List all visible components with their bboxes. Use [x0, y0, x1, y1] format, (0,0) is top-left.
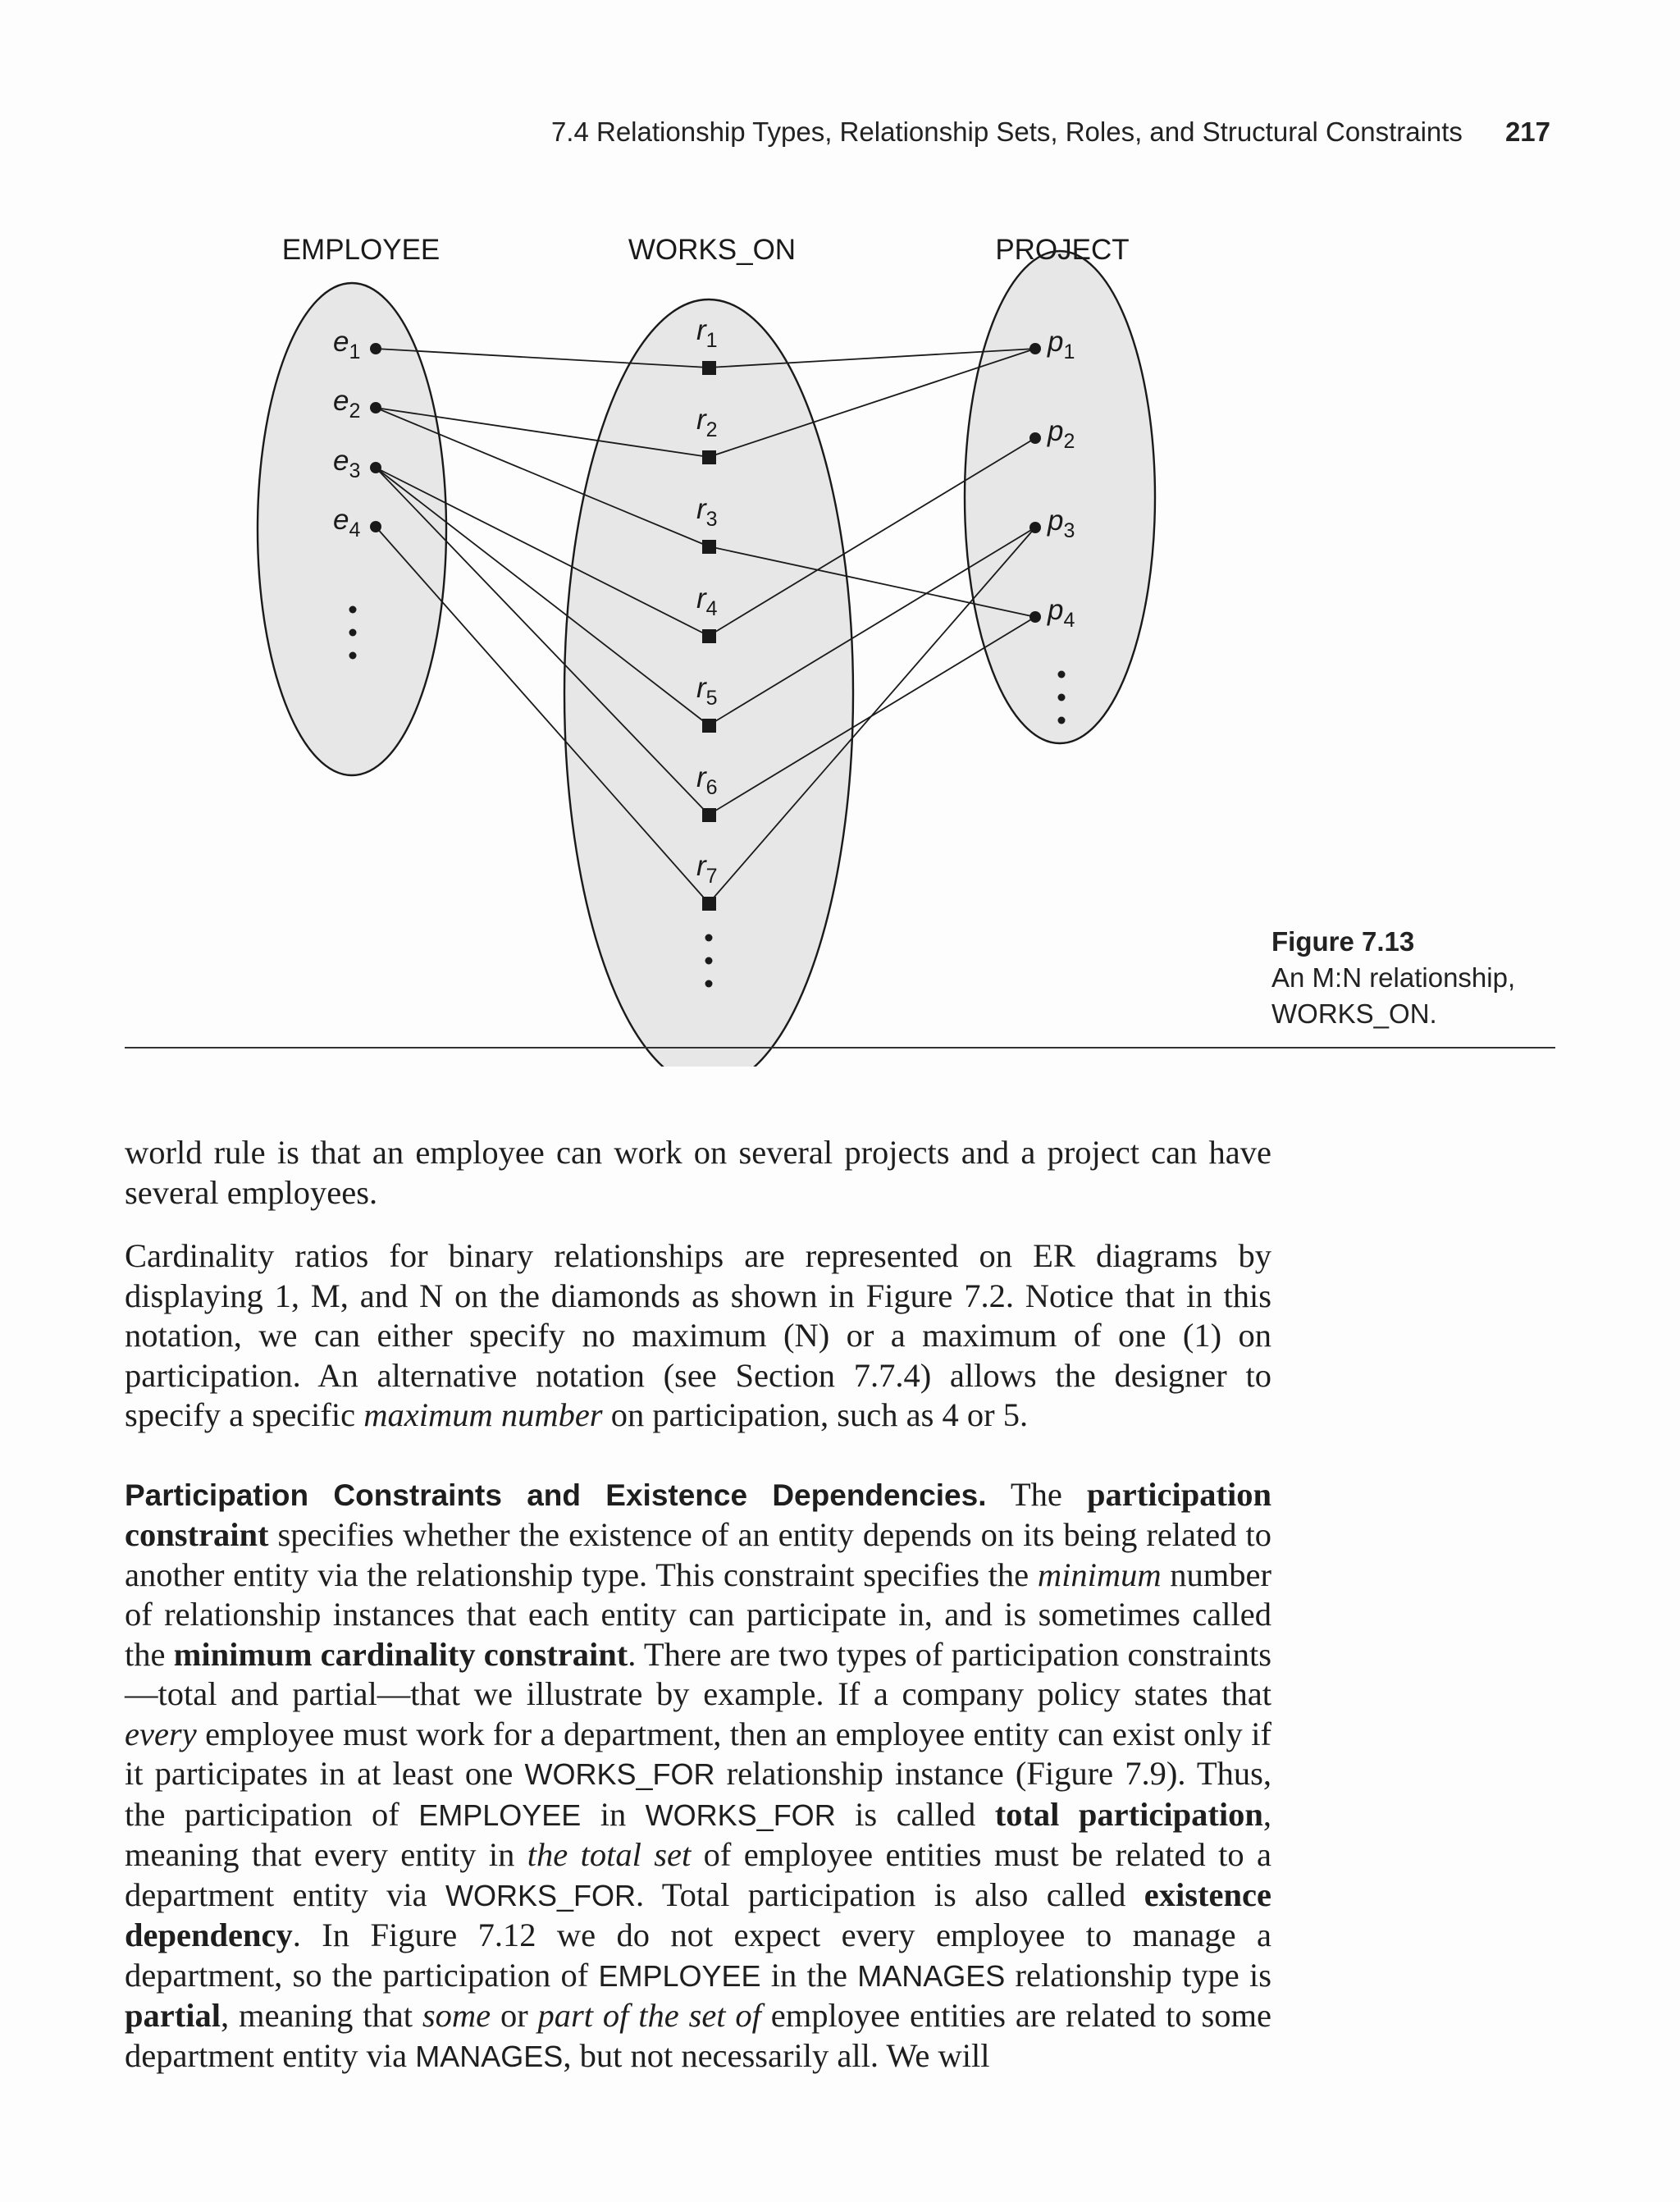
project-set-title: PROJECT	[995, 234, 1130, 266]
running-title: 7.4 Relationship Types, Relationship Sets, Roles, and Structural Constraints	[550, 116, 1463, 147]
employee-dot	[370, 521, 381, 532]
er-instance-diagram	[0, 0, 1680, 1067]
employee-label: $e_1$	[333, 326, 361, 363]
works-on-set-ellipse	[564, 299, 853, 1067]
project-label: $p_1$	[1048, 326, 1075, 363]
relationship-square	[702, 540, 716, 554]
employee-label: $e_2$	[333, 385, 361, 423]
page-number: 217	[1504, 116, 1550, 147]
project-set-ellipse	[965, 251, 1155, 743]
employee-dot	[370, 402, 381, 413]
employee-dot	[370, 462, 381, 473]
employee-label: $e_4$	[333, 504, 361, 541]
relationship-label: $r_3$	[696, 493, 718, 531]
employee-dot	[370, 343, 381, 354]
paragraph-1: world rule is that an employee can work on several projects and a project can have several employees.	[125, 1134, 1271, 1211]
figure-divider	[125, 1047, 1555, 1048]
relationship-square	[702, 361, 716, 375]
works-on-set-title: WORKS_ON	[628, 234, 797, 266]
relationship-square	[702, 897, 716, 911]
relationship-label: $r_5$	[696, 672, 718, 710]
project-dot	[1029, 432, 1041, 444]
employee-set-title: EMPLOYEE	[281, 234, 441, 266]
relationship-square	[702, 450, 716, 464]
paragraph-2: Cardinality ratios for binary relationships are represented on ER diagrams by displaying 1, M, and N on the diamonds as shown in Figure 7.2. Notice that in this notation, we can either specify no maximum (N) or a maximum of one (1) on participation. An alternative notation (see Section 7.7.4) allows the designer to specify a specific maximum number on participation, such as 4 or 5.	[125, 1237, 1271, 1433]
figure-label: Figure 7.13	[1271, 926, 1415, 957]
relationship-square	[702, 719, 716, 733]
project-label: $p_4$	[1048, 594, 1075, 632]
relationship-square	[702, 808, 716, 822]
paragraph-participation: Participation Constraints and Existence Dependencies. The participation constraint specifies whether the existence of an entity depends on its being related to another entity via the relationship type. This constraint specifies the minimum number of relationship instances that each entity can participate in, and is sometimes called the minimum cardinality constraint. There are two types of participation constraints—total and partial—that we illustrate by example. If a company policy states that every employee must work for a department, then an employee entity can exist only if it participates in at least one WORKS_FOR relationship instance (Figure 7.9). Thus, the participation of EMPLOYEE in WORKS_FOR is called total participation, meaning that every entity in the total set of employee entities must be related to a department entity via WORKS_FOR. Total participation is also called existence dependency. In Figure 7.12 we do not expect every employee to manage a department, so the participation of EMPLOYEE in the MANAGES relationship type is partial, meaning that some or part of the set of employee entities are related to some department entity via MANAGES, but not necessarily all. We will	[125, 1475, 1272, 2074]
employee-label: $e_3$	[333, 445, 361, 482]
relationship-label: $r_6$	[696, 761, 718, 799]
figure-caption	[1271, 924, 1542, 1032]
relationship-label: $r_4$	[696, 582, 718, 620]
relationship-label: $r_1$	[696, 314, 718, 352]
project-dot	[1029, 522, 1041, 533]
figure-caption-text: An M:N relationship, WORKS_ON.	[1271, 962, 1516, 1029]
project-label: $p_3$	[1048, 505, 1075, 542]
relationship-label: $r_7$	[696, 850, 718, 888]
section-heading: Participation Constraints and Existence Dependencies.	[125, 1478, 987, 1512]
relationship-square	[702, 629, 716, 643]
project-dot	[1029, 343, 1041, 354]
relationship-label: $r_2$	[696, 404, 718, 441]
body-text	[125, 1133, 1271, 2099]
project-dot	[1029, 611, 1041, 623]
project-label: $p_2$	[1048, 415, 1075, 453]
